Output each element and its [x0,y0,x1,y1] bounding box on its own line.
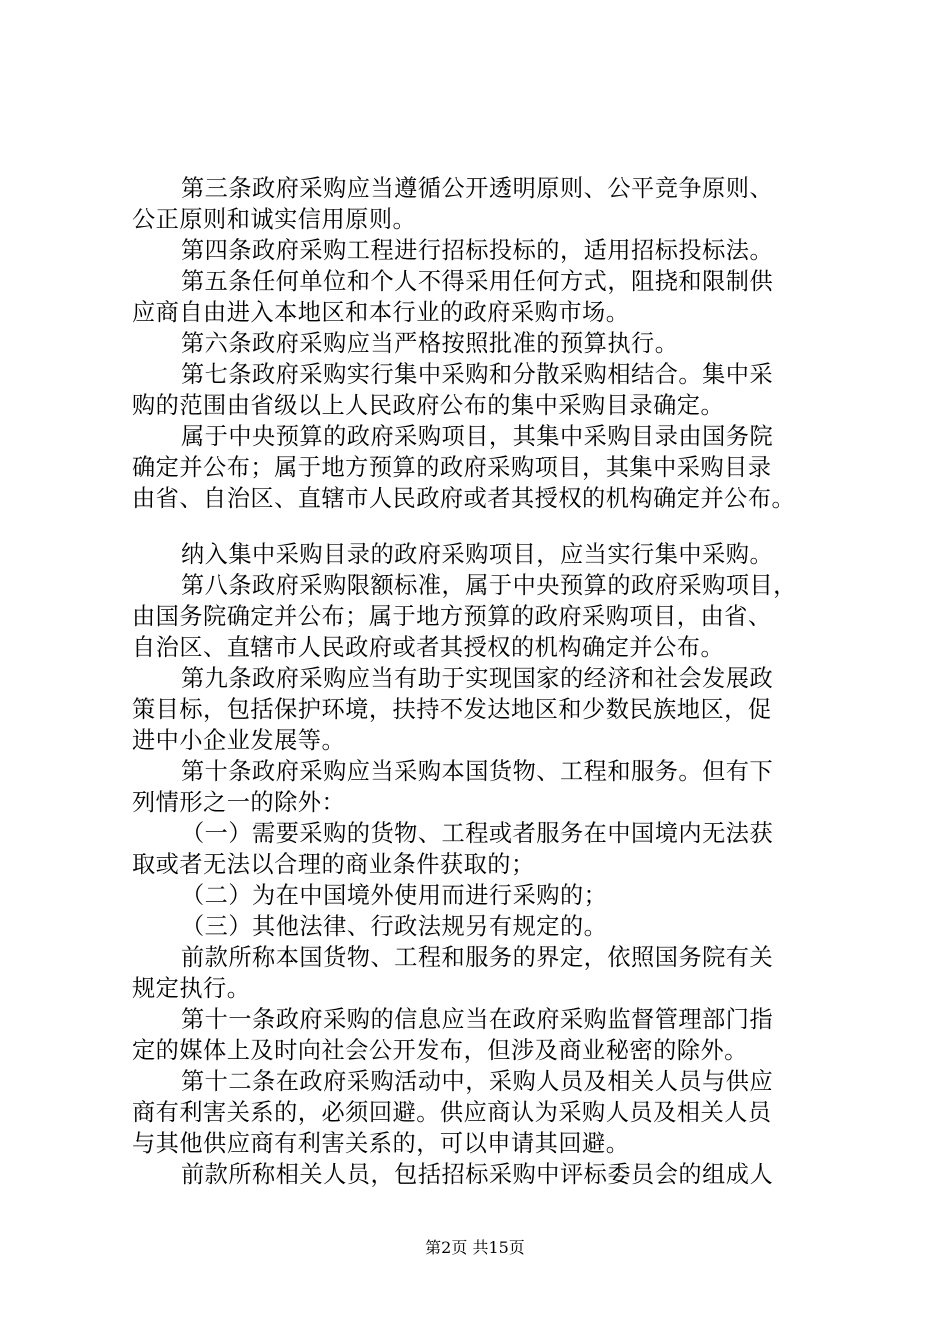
text-line: 公正原则和诚实信用原则。 [132,206,417,233]
text-line: 第十条政府采购应当采购本国货物、工程和服务。但有下 [181,758,774,785]
text-line: 第七条政府采购实行集中采购和分散采购相结合。集中采 [181,361,774,388]
text-line: 应商自由进入本地区和本行业的政府采购市场。 [132,299,630,326]
text-line: 购的范围由省级以上人民政府公布的集中采购目录确定。 [132,392,725,419]
text-line: 第八条政府采购限额标准，属于中央预算的政府采购项目， [181,572,797,599]
text-line: 定的媒体上及时向社会公开发布，但涉及商业秘密的除外。 [132,1037,748,1064]
text-line: 由国务院确定并公布；属于地方预算的政府采购项目，由省、 [132,603,772,630]
text-line: 第六条政府采购应当严格按照批准的预算执行。 [181,330,679,357]
text-line: 前款所称本国货物、工程和服务的界定，依照国务院有关 [181,944,774,971]
text-line: 列情形之一的除外： [132,789,346,816]
text-line: 商有利害关系的，必须回避。供应商认为采购人员及相关人员 [132,1099,772,1126]
text-line: （一）需要采购的货物、工程或者服务在中国境内无法获 [181,820,774,847]
text-line: 纳入集中采购目录的政府采购项目，应当实行集中采购。 [181,541,774,568]
text-line: 与其他供应商有利害关系的，可以申请其回避。 [132,1130,630,1157]
text-line: 自治区、直辖市人民政府或者其授权的机构确定并公布。 [132,634,725,661]
text-line: 取或者无法以合理的商业条件获取的； [132,851,535,878]
text-line: 第三条政府采购应当遵循公开透明原则、公平竞争原则、 [181,175,774,202]
text-line: 第四条政府采购工程进行招标投标的，适用招标投标法。 [181,237,774,264]
text-line: 前款所称相关人员，包括招标采购中评标委员会的组成人 [181,1161,774,1188]
text-line: （二）为在中国境外使用而进行采购的； [181,882,608,909]
text-line: 第九条政府采购应当有助于实现国家的经济和社会发展政 [181,665,774,692]
text-line: 属于中央预算的政府采购项目，其集中采购目录由国务院 [181,423,774,450]
text-line: 由省、自治区、直辖市人民政府或者其授权的机构确定并公布。 [132,485,796,512]
page-number-footer: 第2页 共15页 [425,1238,525,1257]
text-line: 策目标，包括保护环境，扶持不发达地区和少数民族地区，促 [132,696,772,723]
text-line: 第十二条在政府采购活动中，采购人员及相关人员与供应 [181,1068,774,1095]
text-line: 第五条任何单位和个人不得采用任何方式，阻挠和限制供 [181,268,774,295]
text-line: 确定并公布；属于地方预算的政府采购项目，其集中采购目录 [132,454,772,481]
text-line: 第十一条政府采购的信息应当在政府采购监督管理部门指 [181,1006,774,1033]
text-line: 规定执行。 [132,975,251,1002]
text-line: （三）其他法律、行政法规另有规定的。 [181,913,608,940]
text-line: 进中小企业发展等。 [132,727,346,754]
